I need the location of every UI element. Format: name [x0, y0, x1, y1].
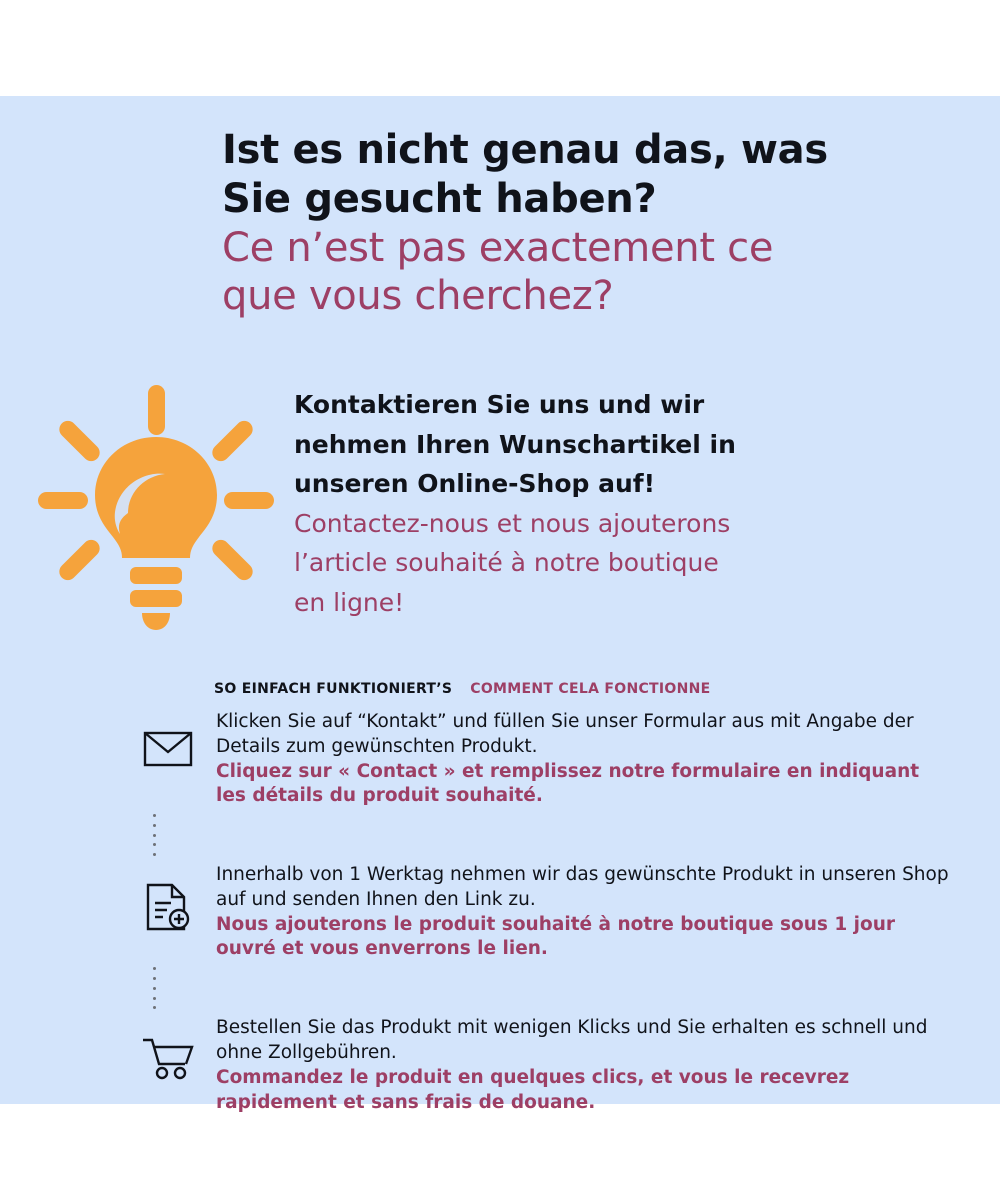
list-item	[120, 708, 950, 809]
headline-de-line2: Sie gesucht haben?	[222, 175, 657, 222]
step-2-fr: Nous ajouterons le produit souhaité à notre boutique sous 1 jour ouvré et vous enverrons le lien.	[216, 913, 895, 960]
page-title	[222, 126, 942, 321]
steps-list	[120, 708, 950, 1115]
step-1-de: Klicken Sie auf “Kontakt” und füllen Sie unser Formular aus mit Angabe der Details zum gewünschten Produkt.	[216, 711, 914, 757]
step-2-de: Innerhalb von 1 Werktag nehmen wir das gewünschte Produkt in unseren Shop auf und senden Ihnen den Link zu.	[216, 864, 949, 910]
step-3-fr: Commandez le produit en quelques clics, et vous le recevrez rapidement et sans frais de douane.	[216, 1066, 850, 1113]
step-3-text	[216, 1014, 950, 1115]
dotted-line	[153, 967, 156, 1009]
intro-fr-line3: en ligne!	[294, 587, 405, 617]
document-add-icon	[120, 861, 216, 931]
step-1-fr: Cliquez sur « Contact » et remplissez notre formulaire en indiquant les détails du produit souhaité.	[216, 760, 920, 807]
headline-de-line1: Ist es nicht genau das, was	[222, 127, 828, 173]
shopping-cart-icon	[120, 1014, 216, 1084]
intro-fr-line1: Contactez-nous et nous ajouterons	[294, 508, 731, 538]
intro-de-line1: Kontaktieren Sie uns und wir	[294, 390, 705, 419]
step-connector-2	[120, 962, 950, 1014]
lightbulb-idea-icon	[38, 385, 274, 630]
envelope-icon	[120, 708, 216, 778]
headline-fr-line1: Ce n’est pas exactement ce	[222, 224, 774, 271]
step-1-text	[216, 708, 950, 809]
intro-de-line2: nehmen Ihren Wunschartikel in	[294, 429, 736, 459]
intro-de-line3: unseren Online-Shop auf!	[294, 469, 656, 498]
intro-fr-line2: l’article souhaité à notre boutique	[294, 548, 719, 577]
dotted-line	[153, 814, 156, 856]
list-item	[120, 1014, 950, 1115]
steps-heading	[214, 681, 711, 697]
step-connector-1	[120, 809, 950, 861]
intro-text	[294, 385, 894, 622]
steps-heading-de: SO EINFACH FUNKTIONIERT’S	[214, 681, 453, 697]
steps-heading-fr: COMMENT CELA FONCTIONNE	[470, 681, 711, 697]
step-3-de: Bestellen Sie das Produkt mit wenigen Klicks und Sie erhalten es schnell und ohne Zollgebühren.	[216, 1017, 928, 1064]
step-2-text	[216, 861, 950, 962]
list-item	[120, 861, 950, 962]
headline-fr-line2: que vous cherchez?	[222, 273, 614, 320]
